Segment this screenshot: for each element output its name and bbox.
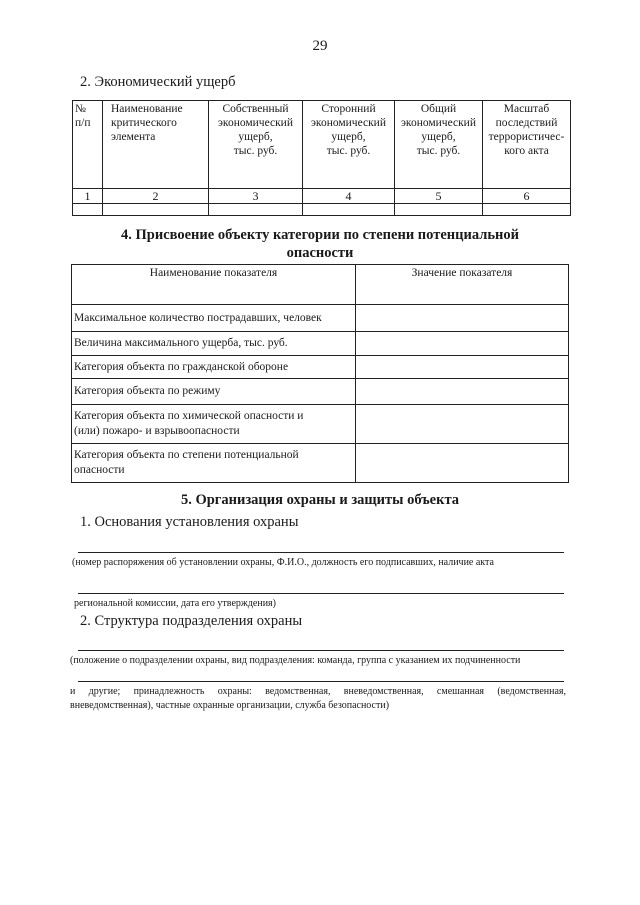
cell-number[interactable]	[73, 204, 103, 216]
header-text: критического	[111, 117, 177, 129]
section-4-title-line: 4. Присвоение объекту категории по степени потенциальной	[121, 227, 519, 243]
indicator-name: Величина максимального ущерба, тыс. руб.	[72, 332, 356, 356]
indicator-value[interactable]	[356, 405, 569, 444]
header-own-damage	[209, 101, 303, 189]
item-2-hint-2: и другие; принадлежность охраны: ведомственная, вневедомственная, смешанная (ведомственная,	[70, 686, 566, 697]
column-number: 2	[103, 189, 209, 204]
section-5-title: 5. Организация охраны и защиты объекта	[180, 492, 460, 508]
column-number: 4	[303, 189, 395, 204]
section-4-title	[70, 226, 570, 262]
item-2-fill-line-1[interactable]	[78, 650, 564, 651]
page-number: 29	[312, 38, 328, 54]
indicator-value[interactable]	[356, 356, 569, 379]
section-4-title-line: опасности	[286, 245, 354, 261]
header-text: террористичес-	[488, 131, 565, 143]
cell-element-name[interactable]	[103, 204, 209, 216]
table-row	[72, 356, 569, 379]
header-text: п/п	[75, 117, 91, 129]
item-1-fill-line-1[interactable]	[78, 552, 564, 553]
header-text: кого акта	[504, 145, 549, 157]
indicator-name-line: Категория объекта по степени потенциальной	[74, 449, 299, 461]
item-2-fill-line-2[interactable]	[78, 681, 564, 682]
header-text: экономический	[401, 117, 476, 129]
header-total-damage	[395, 101, 483, 189]
header-text: последствий	[495, 117, 558, 129]
column-number: 5	[395, 189, 483, 204]
hazard-category-table	[71, 264, 569, 483]
column-number: 6	[483, 189, 571, 204]
column-number: 3	[209, 189, 303, 204]
header-text: №	[75, 103, 86, 115]
table-row	[72, 379, 569, 405]
cell-own-damage[interactable]	[209, 204, 303, 216]
header-indicator-value: Значение показателя	[356, 265, 569, 305]
section-2-title: 2. Экономический ущерб	[80, 74, 236, 90]
header-number	[73, 101, 103, 189]
indicator-value[interactable]	[356, 444, 569, 483]
item-2-title: 2. Структура подразделения охраны	[80, 613, 303, 629]
header-text: ущерб,	[421, 131, 456, 143]
column-number-row	[73, 189, 571, 204]
table-row	[72, 332, 569, 356]
item-1-title: 1. Основания установления охраны	[80, 514, 299, 530]
cell-third-party-damage[interactable]	[303, 204, 395, 216]
indicator-name-line: опасности	[74, 464, 125, 476]
header-third-party-damage	[303, 101, 395, 189]
header-text: Масштаб	[503, 103, 550, 115]
item-1-hint-1: (номер распоряжения об установлении охраны, Ф.И.О., должность его подписавших, наличие акта	[72, 557, 494, 568]
header-element-name	[103, 101, 209, 189]
header-text: тыс. руб.	[416, 145, 461, 157]
header-text: ущерб,	[238, 131, 273, 143]
indicator-name: Категория объекта по гражданской обороне	[72, 356, 356, 379]
header-text: Общий	[420, 103, 457, 115]
item-1-fill-line-2[interactable]	[78, 593, 564, 594]
item-2-hint-3: вневедомственная), частные охранные организации, служба безопасности)	[70, 700, 390, 711]
table-row	[72, 305, 569, 332]
indicator-name	[72, 405, 356, 444]
header-scale	[483, 101, 571, 189]
indicator-value[interactable]	[356, 305, 569, 332]
indicator-name	[72, 444, 356, 483]
column-number: 1	[73, 189, 103, 204]
header-text: Собственный	[222, 103, 289, 115]
indicator-name: Категория объекта по режиму	[72, 379, 356, 405]
item-2-hint-1: (положение о подразделении охраны, вид подразделения: команда, группа с указанием их подчиненности	[70, 655, 521, 666]
table-row	[72, 444, 569, 483]
header-text: экономический	[311, 117, 386, 129]
header-indicator-name: Наименование показателя	[72, 265, 356, 305]
economic-damage-table	[72, 100, 571, 216]
header-text: Сторонний	[321, 103, 376, 115]
item-1-hint-2: региональной комиссии, дата его утверждения)	[74, 598, 276, 609]
cell-total-damage[interactable]	[395, 204, 483, 216]
indicator-name: Максимальное количество пострадавших, человек	[72, 305, 356, 332]
indicator-name-line: (или) пожаро- и взрывоопасности	[74, 425, 240, 437]
header-text: экономический	[218, 117, 293, 129]
indicator-value[interactable]	[356, 332, 569, 356]
header-text: тыс. руб.	[233, 145, 278, 157]
indicator-value[interactable]	[356, 379, 569, 405]
table-row	[73, 204, 571, 216]
header-text: тыс. руб.	[326, 145, 371, 157]
header-text: элемента	[111, 131, 156, 143]
table-row	[72, 405, 569, 444]
table-header-row	[72, 265, 569, 305]
header-text: Наименование	[111, 103, 183, 115]
cell-scale[interactable]	[483, 204, 571, 216]
indicator-name-line: Категория объекта по химической опасности и	[74, 410, 304, 422]
table-header-row	[73, 101, 571, 189]
header-text: ущерб,	[331, 131, 366, 143]
